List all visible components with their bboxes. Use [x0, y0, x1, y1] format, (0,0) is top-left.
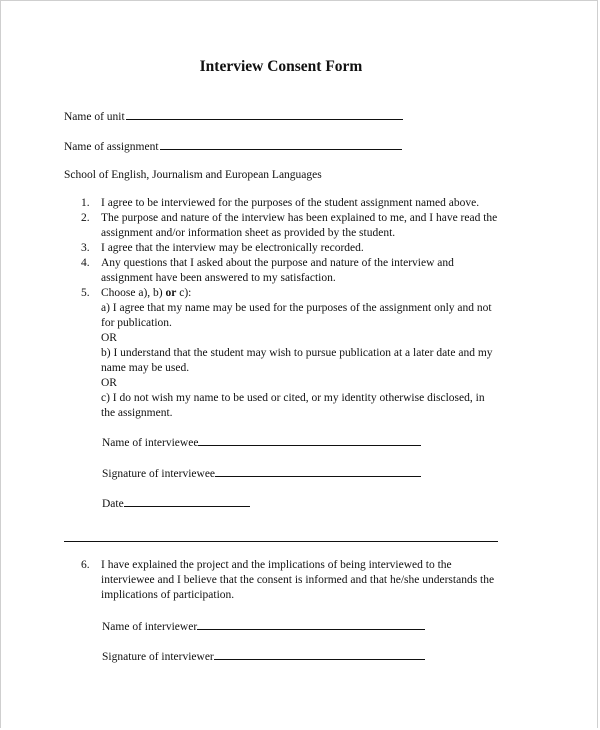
interviewer-statement: [81, 558, 501, 603]
interviewee-name-line[interactable]: [198, 435, 421, 446]
name-of-unit-label: Name of unit: [64, 111, 125, 123]
consent-item: 2. The purpose and nature of the interview has been explained to me, and I have read the assignment and/or information sheet as provided by the student.: [81, 212, 498, 239]
interviewer-name-label: Name of interviewer: [102, 621, 198, 633]
interviewer-name-line[interactable]: [197, 619, 425, 630]
interviewee-signature-line[interactable]: [215, 466, 421, 477]
name-of-unit-line[interactable]: [126, 109, 403, 120]
interviewer-signature-field: [102, 649, 425, 663]
interviewee-signature-label: Signature of interviewee: [102, 468, 216, 480]
name-of-unit-field: [64, 109, 403, 123]
interviewer-signature-line[interactable]: [214, 649, 425, 660]
option-a: a) I agree that my name may be used for the purposes of the assignment only and not for publication.: [101, 302, 492, 329]
interviewee-name-label: Name of interviewee: [102, 437, 199, 449]
option-c: c) I do not wish my name to be used or cited, or my identity otherwise disclosed, in the assignment.: [101, 392, 485, 419]
date-field: [102, 496, 250, 510]
consent-item: 3. I agree that the interview may be electronically recorded.: [81, 242, 364, 254]
choose-item: 5. Choose a), b) or c): a) I agree that my name may be used for the purposes of the assignment only and not for publication. OR b) I understand that the student may wish to pursue publication at a later date and my name may be used. OR c) I do not wish my name to be used or cited, or my identity otherwise disclosed, in the assignment.: [81, 286, 501, 421]
option-b: b) I understand that the student may wish to pursue publication at a later date and my name may be used.: [101, 347, 493, 374]
or-separator: OR: [101, 332, 117, 344]
or-separator: OR: [101, 377, 117, 389]
interviewee-signature-field: [102, 466, 421, 480]
interviewer-signature-label: Signature of interviewer: [102, 651, 214, 663]
interviewee-name-field: [102, 435, 421, 449]
choose-or: or: [165, 287, 177, 299]
choose-suffix: c):: [179, 287, 192, 299]
choose-prefix: Choose a), b): [101, 287, 163, 299]
date-label: Date: [102, 498, 124, 510]
consent-item: 1. I agree to be interviewed for the purposes of the student assignment named above.: [81, 197, 480, 209]
form-title: Interview Consent Form: [199, 58, 363, 75]
section-divider: [64, 541, 498, 542]
interviewer-name-field: [102, 619, 425, 633]
name-of-assignment-line[interactable]: [160, 139, 402, 150]
consent-list: [81, 196, 501, 421]
date-line[interactable]: [124, 496, 250, 507]
name-of-assignment-label: Name of assignment: [64, 141, 159, 153]
name-of-assignment-field: [64, 139, 402, 153]
school-name: School of English, Journalism and European Languages: [64, 169, 322, 181]
consent-item: 4. Any questions that I asked about the purpose and nature of the interview and assignment have been answered to my satisfaction.: [81, 257, 454, 284]
consent-item: 6. I have explained the project and the implications of being interviewed to the interviewee and I believe that the consent is informed and that he/she understands the implications of participation.: [81, 559, 495, 601]
